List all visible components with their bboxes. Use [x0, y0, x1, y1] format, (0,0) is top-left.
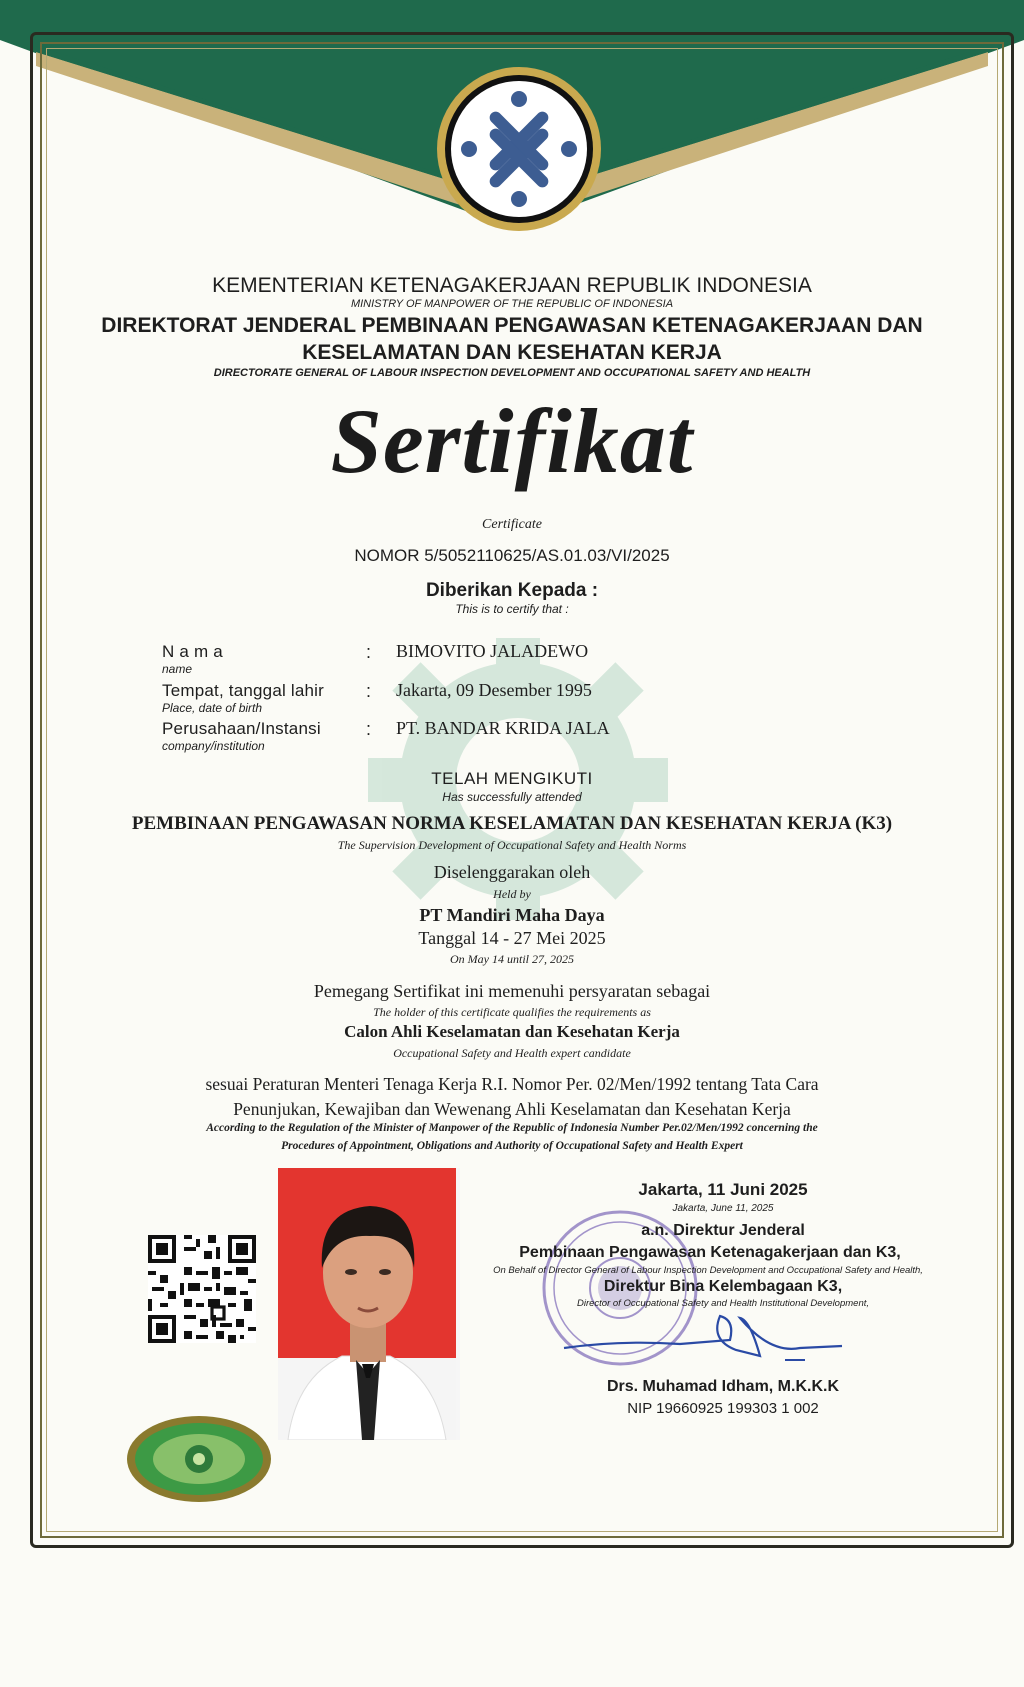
program-title-en: The Supervision Development of Occupational Safety and Health Norms [337, 838, 687, 852]
regulation-en-line1: According to the Regulation of the Minister of Manpower of the Republic of Indonesia Number Per.02/Men/1992 concerning the [206, 1122, 818, 1134]
holder-company: PT. BANDAR KRIDA JALA [396, 718, 610, 738]
regulation-line1: sesuai Peraturan Menteri Tenaga Kerja R.I. Nomor Per. 02/Men/1992 tentang Tata Cara [205, 1074, 819, 1094]
regulation-en-line2: Procedures of Appointment, Obligations and Authority of Occupational Safety and Health Expert [281, 1140, 743, 1152]
sign-director-title-en: Director of Occupational Safety and Health Institutional Development, [576, 1298, 870, 1309]
directorate-name-en: DIRECTORATE GENERAL OF LABOUR INSPECTION DEVELOPMENT AND OCCUPATIONAL SAFETY AND HEALTH [213, 367, 811, 379]
field-name-label-group [162, 642, 223, 676]
sign-department-en: On Behalf of Director General of Labour Inspection Development and Occupational Safety and Health, [493, 1265, 923, 1276]
training-date: Tanggal 14 - 27 Mei 2025 [418, 928, 606, 948]
qualification-role: Calon Ahli Keselamatan dan Kesehatan Kerja [344, 1022, 680, 1041]
attended-label-en: Has successfully attended [442, 790, 582, 804]
field-company-label-group [162, 719, 321, 753]
field-birth-label-group [162, 681, 324, 715]
field-label: Perusahaan/Instansi [162, 719, 321, 738]
directorate-name-line1: DIREKTORAT JENDERAL PEMBINAAN PENGAWASAN KETENAGAKERJAAN DAN [101, 314, 923, 337]
sign-on-behalf: a.n. Direktur Jenderal [641, 1222, 805, 1239]
field-colon: : [366, 681, 372, 701]
qualification-role-en: Occupational Safety and Health expert candidate [393, 1046, 631, 1060]
qualification-line-en: The holder of this certificate qualifies the requirements as [373, 1005, 651, 1019]
field-sublabel: Place, date of birth [162, 701, 263, 715]
qualification-line: Pemegang Sertifikat ini memenuhi persyaratan sebagai [313, 981, 711, 1001]
ministry-logo-icon [434, 64, 604, 234]
signatory-nip: NIP 19660925 199303 1 002 [627, 1400, 819, 1417]
hologram-seal-icon [126, 1415, 272, 1503]
signature-scribble-icon [560, 1310, 850, 1370]
ministry-name-en: MINISTRY OF MANPOWER OF THE REPUBLIC OF INDONESIA [350, 298, 674, 310]
field-colon: : [366, 719, 372, 739]
organizer-label: Diselenggarakan oleh [433, 862, 591, 882]
signatory-name: Drs. Muhamad Idham, M.K.K.K [606, 1378, 840, 1395]
attended-label: TELAH MENGIKUTI [431, 769, 593, 788]
certificate-title: Sertifikat [330, 390, 694, 492]
holder-name: BIMOVITO JALADEWO [396, 641, 589, 661]
qr-code-icon [148, 1235, 256, 1343]
holder-photo [278, 1168, 460, 1440]
holder-birth: Jakarta, 09 Desember 1995 [396, 680, 592, 700]
organizer-label-en: Held by [493, 887, 531, 901]
field-label: N a m a [162, 642, 223, 661]
sign-department: Pembinaan Pengawasan Ketenagakerjaan dan K3, [519, 1244, 901, 1261]
ministry-name: KEMENTERIAN KETENAGAKERJAAN REPUBLIK INDONESIA [212, 274, 812, 297]
certificate-title-en: Certificate [482, 517, 542, 532]
field-colon: : [366, 642, 372, 662]
organizer-name: PT Mandiri Maha Daya [419, 905, 605, 925]
given-to-label-en: This is to certify that : [455, 602, 569, 616]
training-date-en: On May 14 until 27, 2025 [450, 952, 574, 966]
field-sublabel: company/institution [162, 739, 265, 753]
field-label: Tempat, tanggal lahir [162, 681, 325, 700]
field-sublabel: name [162, 662, 193, 676]
regulation-line2: Penunjukan, Kewajiban dan Wewenang Ahli Keselamatan dan Kesehatan Kerja [233, 1099, 791, 1119]
sign-place-date: Jakarta, 11 Juni 2025 [638, 1180, 808, 1199]
given-to-label: Diberikan Kepada : [425, 580, 599, 601]
program-title: PEMBINAAN PENGAWASAN NORMA KESELAMATAN DAN KESEHATAN KERJA (K3) [131, 813, 893, 834]
certificate-number: NOMOR 5/5052110625/AS.01.03/VI/2025 [354, 546, 670, 565]
directorate-name-line2: KESELAMATAN DAN KESEHATAN KERJA [302, 341, 722, 364]
sign-place-date-en: Jakarta, June 11, 2025 [672, 1203, 774, 1214]
sign-director-title: Direktur Bina Kelembagaan K3, [603, 1278, 843, 1295]
